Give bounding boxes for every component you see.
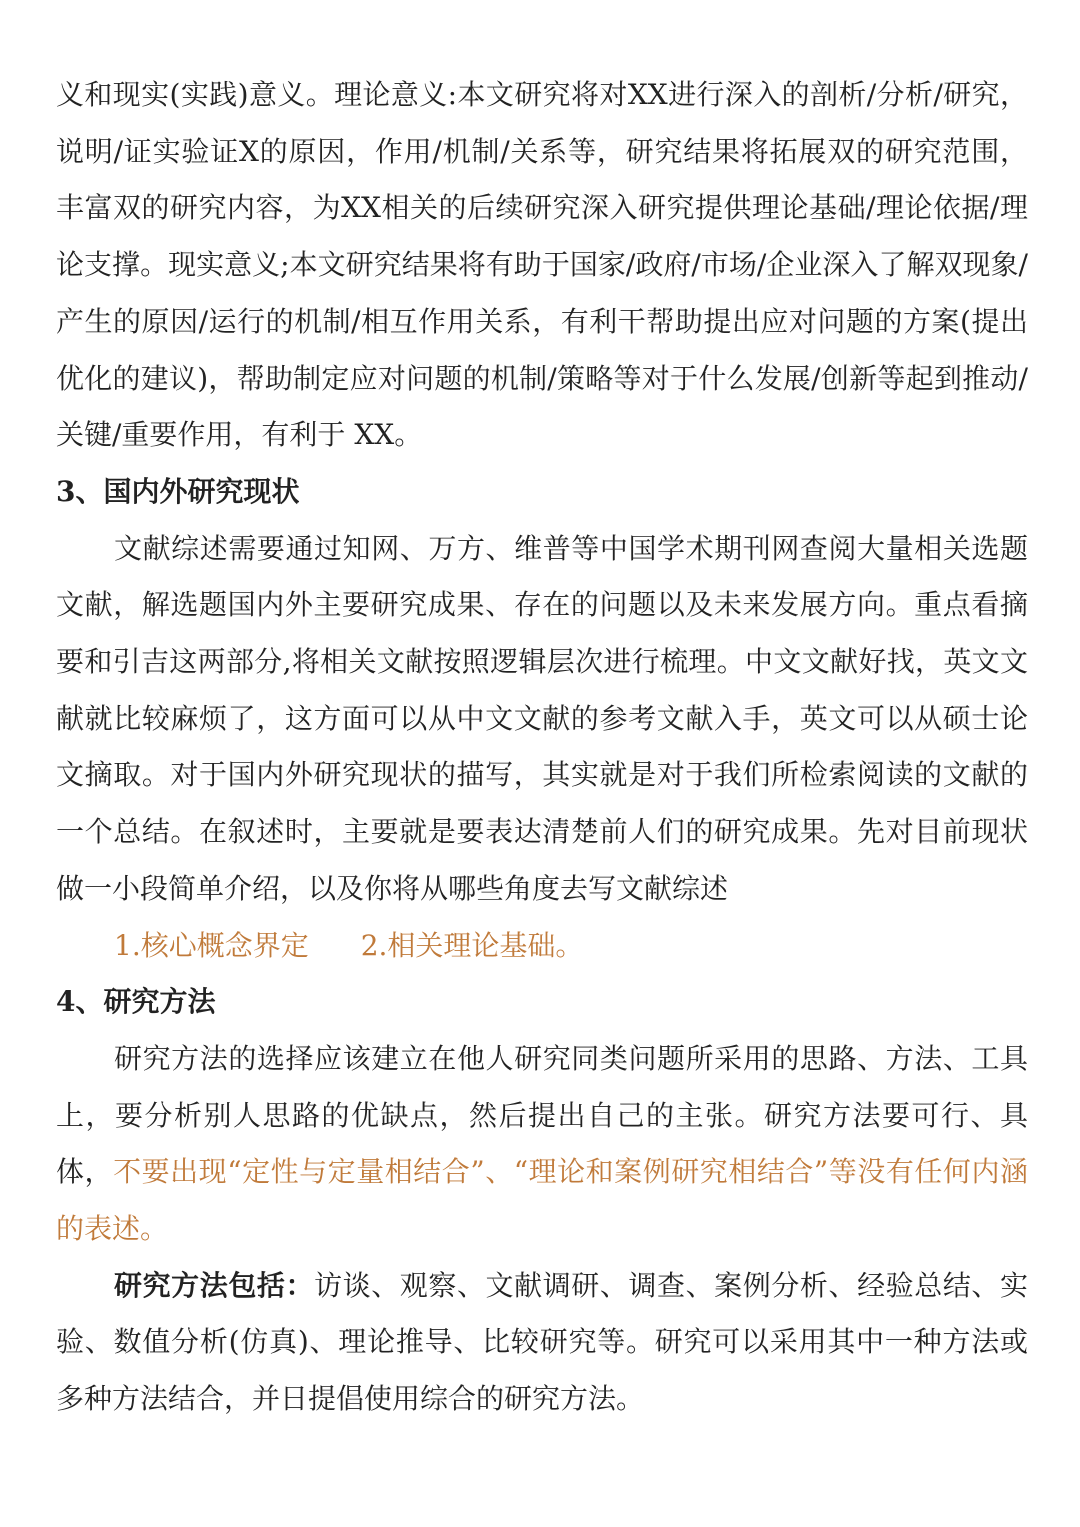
method-paragraph: [56, 1031, 1028, 1258]
document-page: [56, 67, 1028, 1428]
method-list-paragraph: [56, 1258, 1028, 1428]
sub-item-core-concepts: 1.核心概念界定: [114, 928, 309, 962]
method-list-text: 访谈、观察、文献调研、调查、案例分析、经验总结、实验、数值分析(仿真)、理论推导、比较研究等。研究可以采用其中一种方法或多种方法结合，并日提倡使用综合的研究方法。: [56, 1268, 1028, 1416]
method-paragraph-text: 研究方法的选择应该建立在他人研究同类问题所采用的思路、方法、工具上，要分析别人思路的优缺点，然后提出自己的主张。研究方法要可行、具体，: [56, 1041, 1028, 1189]
method-warning-text: 不要出现“定性与定量相结合”、“理论和案例研究相结合”等没有任何内涵的表述。: [56, 1155, 1028, 1246]
literature-review-paragraph: 文献综述需要通过知网、万方、维普等中国学术期刊网查阅大量相关选题文献，解选题国内外主要研究成果、存在的问题以及未来发展方向。重点看摘要和引吉这两部分,将相关文献按照逻辑层次进行梳理。中文文献好找，英文文献就比较麻烦了，这方面可以从中文文献的参考文献入手，英文可以从硕士论文摘取。对于国内外研究现状的描写，其实就是对于我们所检索阅读的文献的一个总结。在叙述时，主要就是要表达清楚前人们的研究成果。先对目前现状做一小段简单介绍，以及你将从哪些角度去写文献综述: [56, 531, 1028, 905]
method-list-lead: 研究方法包括：: [114, 1268, 315, 1302]
significance-paragraph: 义和现实(实践)意义。理论意义:本文研究将对XX进行深入的剖析/分析/研究，说明/证实验证X的原因，作用/机制/关系等，研究结果将拓展双的研究范围，丰富双的研究内容，为XX相关的后续研究深入研究提供理论基础/理论依据/理论支撑。现实意义;本文研究结果将有助于国家/政府/市场/企业深入了解双现象/产生的原因/运行的机制/相互作用关系，有利干帮助提出应对问题的方案(提出优化的建议)，帮助制定应对问题的机制/策略等对于什么发展/创新等起到推动/关键/重要作用，有利于 XX。: [56, 78, 1028, 452]
sub-items-line: [56, 918, 1028, 975]
section4-heading: 4、研究方法: [56, 985, 216, 1019]
section3-heading: 3、国内外研究现状: [56, 474, 300, 508]
sub-item-theory-basis: 2.相关理论基础。: [360, 928, 584, 962]
